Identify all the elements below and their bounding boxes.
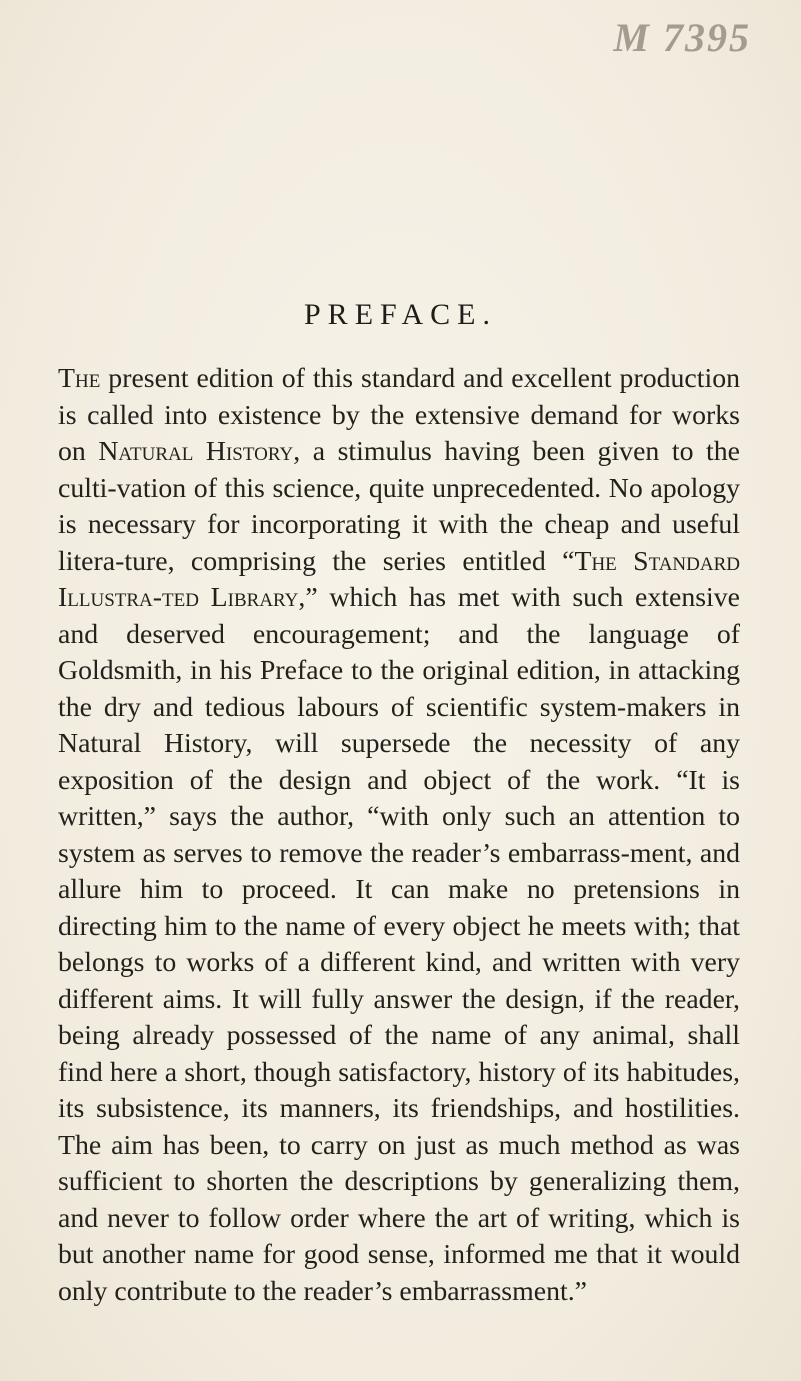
page-title: PREFACE. <box>304 298 497 331</box>
text-segment-3: ,” which has met with such extensive and deserved encouragement; and the language of Goldsmith, in his Preface to the original edition, in attacking the dry and tedious labours of scientific system-makers in Natural History, will supersede the necessity of any exposition of the design and object of the work. “It is written,” says the author, “with only such an attention to system as serves to remove the reader’s embarrass-ment, and allure him to proceed. It can make no pretensions in directing him to the name of every object he meets with; that belongs to works of a different kind, and written with very different aims. It will fully answer the design, if the reader, being already possessed of the name of any animal, shall find here a short, though satisfactory, history of its habitudes, its subsistence, its manners, its friendships, and hostilities. The aim has been, to carry on just as much method as was sufficient to shorten the descriptions by generalizing them, and never to follow order where the art of writing, which is but another name for good sense, informed me that it would only contribute to the reader’s embarrassment.” <box>58 582 740 1307</box>
text-segment-2: , a stimulus having been given to the culti-vation of this science, quite unprecedented. No apology is necessary for incorporating it with the cheap and useful litera-ture, comprising the series entitled “ <box>58 436 740 577</box>
opening-word: The <box>58 363 101 394</box>
natural-history-term: Natural History <box>98 436 294 467</box>
text-segment-1: present edition of this standard and excellent production is called into existence by the extensive demand for works on <box>58 363 740 467</box>
library-shelf-mark: M 7395 <box>613 15 751 60</box>
series-title: The Standard Illustra-ted Library <box>58 545 740 613</box>
preface-paragraph <box>58 361 740 1310</box>
